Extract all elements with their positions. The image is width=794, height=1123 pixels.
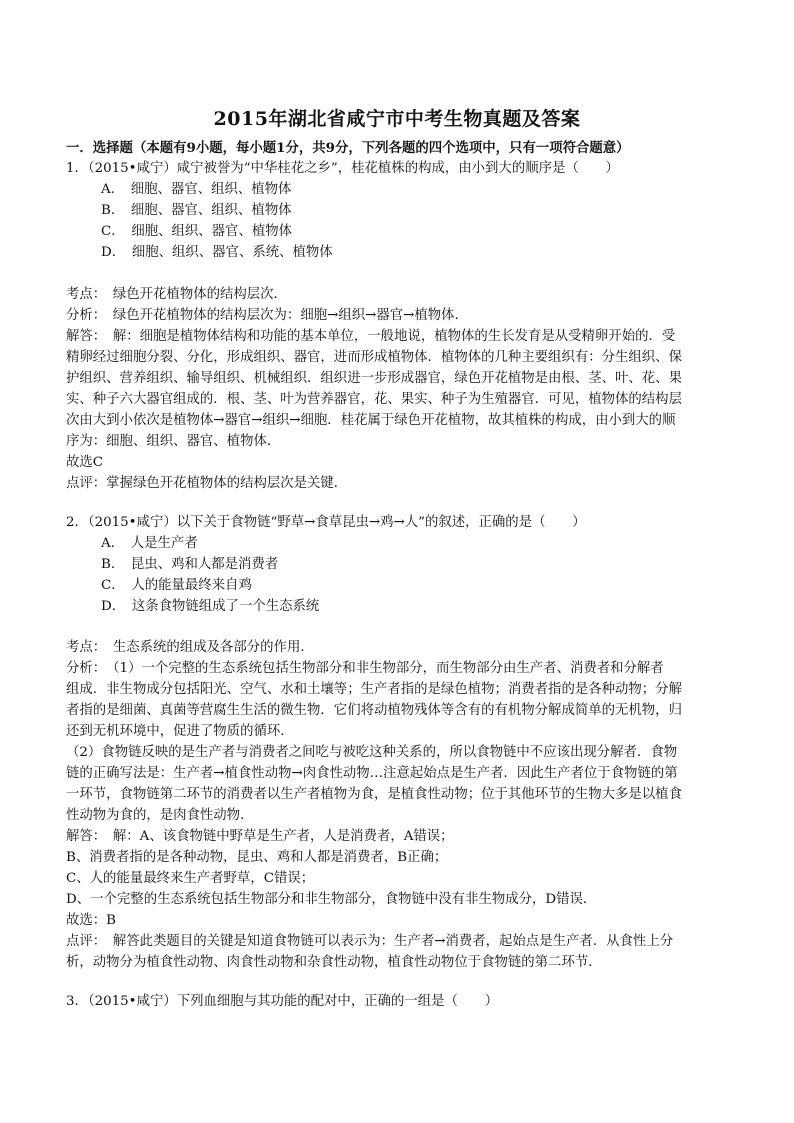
question-1-option-b: B． 细胞、器官、组织、植物体 — [101, 203, 292, 218]
question-2-option-b: B． 昆虫、鸡和人都是消费者 — [101, 557, 279, 572]
question-2-fenxi-line: 分析： （1）一个完整的生态系统包括生物部分和非生物部分，而生物部分由生产者、消费者和分解者 — [66, 661, 664, 676]
question-1-dianping: 点评：掌握绿色开花植物体的结构层次是关键． — [66, 476, 348, 491]
question-2-option-d: D． 这条食物链组成了一个生态系统 — [101, 599, 320, 614]
question-2-jieda-line: D、一个完整的生态系统包括生物部分和非生物部分，食物链中没有非生物成分，D错误． — [66, 892, 597, 907]
question-1-jieda-line: 序为：细胞、组织、器官、植物体． — [66, 434, 281, 449]
question-2-option-c: C． 人的能量最终来自鸡 — [101, 578, 252, 593]
question-1-option-c: C． 细胞、组织、器官、植物体 — [101, 224, 293, 239]
question-2-fenxi-line: 性动物为食的，是肉食性动物． — [66, 808, 254, 823]
question-2-answer: 故选：B — [66, 913, 117, 928]
question-2-dianping-line: 析，动物分为植食性动物、肉食性动物和杂食性动物，植食性动物位于食物链的第二环节． — [66, 955, 602, 970]
question-1-jieda-line: 次由大到小依次是植物体→器官→组织→细胞．桂花属于绿色开花植物，故其植株的构成，由小到大的顺 — [66, 413, 676, 428]
question-1-option-a: A． 细胞、器官、组织、植物体 — [101, 182, 292, 197]
question-2-stem: 2．（2015•咸宁）以下关于食物链“野草→食草昆虫→鸡→人”的叙述，正确的是（ ） — [66, 515, 586, 530]
question-2-kaodian: 考点： 生态系统的组成及各部分的作用． — [66, 640, 314, 655]
question-1-answer: 故选C — [66, 455, 104, 470]
question-1-kaodian: 考点： 绿色开花植物体的结构层次． — [66, 287, 287, 302]
question-2-fenxi-line: 者指的是细菌、真菌等营腐生生活的微生物．它们将动植物残体等含有的有机物分解成简单的无机物，归 — [66, 703, 682, 718]
question-1-stem: 1．（2015•咸宁）咸宁被誉为“中华桂花之乡”，桂花植株的构成，由小到大的顺序是（ ） — [66, 161, 619, 176]
question-2-jieda-line: 解答： 解：A、该食物链中野草是生产者，人是消费者，A错误； — [66, 829, 454, 844]
question-2-fenxi-line: 组成．非生物成分包括阳光、空气、水和土壤等；生产者指的是绿色植物；消费者指的是各种动物；分解 — [66, 682, 682, 697]
question-2-fenxi-line: 还到无机环境中，促进了物质的循环． — [66, 724, 294, 739]
question-1-jieda-line: 护组织、营养组织、输导组织、机械组织．组织进一步形成器官，绿色开花植物是由根、茎、叶、花、果 — [66, 371, 682, 386]
question-2-fenxi-line: 一环节，食物链第二环节的消费者以生产者植物为食，是植食性动物；位于其他环节的生物大多是以植食 — [66, 787, 682, 802]
question-3-stem: 3．（2015•咸宁）下列血细胞与其功能的配对中，正确的一组是（ ） — [66, 994, 499, 1009]
question-1-fenxi: 分析： 绿色开花植物体的结构层次为：细胞→组织→器官→植物体． — [66, 308, 468, 323]
question-2-jieda-line: C、人的能量最终来生产者野草，C错误； — [66, 871, 315, 886]
question-1-jieda-line: 实、种子六大器官组成的．根、茎、叶为营养器官，花、果实、种子为生殖器官．可见，植物体的结构层 — [66, 392, 682, 407]
question-2-dianping-line: 点评： 解答此类题目的关键是知道食物链可以表示为：生产者→消费者，起始点是生产者．从食性上分 — [66, 934, 674, 949]
section-header: 一．选择题（本题有9小题，每小题1分，共9分，下列各题的四个选项中，只有一项符合题意） — [66, 140, 630, 156]
question-1-option-d: D． 细胞、组织、器官、系统、植物体 — [101, 245, 333, 260]
question-2-jieda-line: B、消费者指的是各种动物，昆虫、鸡和人都是消费者，B正确； — [66, 850, 448, 865]
question-1-jieda-line: 精卵经过细胞分裂、分化，形成组织、器官，进而形成植物体．植物体的几种主要组织有：分生组织、保 — [66, 350, 682, 365]
page-title: 2015年湖北省咸宁市中考生物真题及答案 — [213, 108, 581, 130]
question-2-fenxi-line: （2）食物链反映的是生产者与消费者之间吃与被吃这种关系的，所以食物链中不应该出现分解者．食物 — [66, 745, 678, 760]
question-2-option-a: A． 人是生产者 — [101, 536, 198, 551]
question-1-jieda-line: 解答： 解：细胞是植物体结构和功能的基本单位，一般地说，植物体的生长发育是从受精卵开始的．受 — [66, 329, 676, 344]
question-2-fenxi-line: 链的正确写法是：生产者→植食性动物→肉食性动物…注意起始点是生产者．因此生产者位于食物链的第 — [66, 766, 678, 781]
